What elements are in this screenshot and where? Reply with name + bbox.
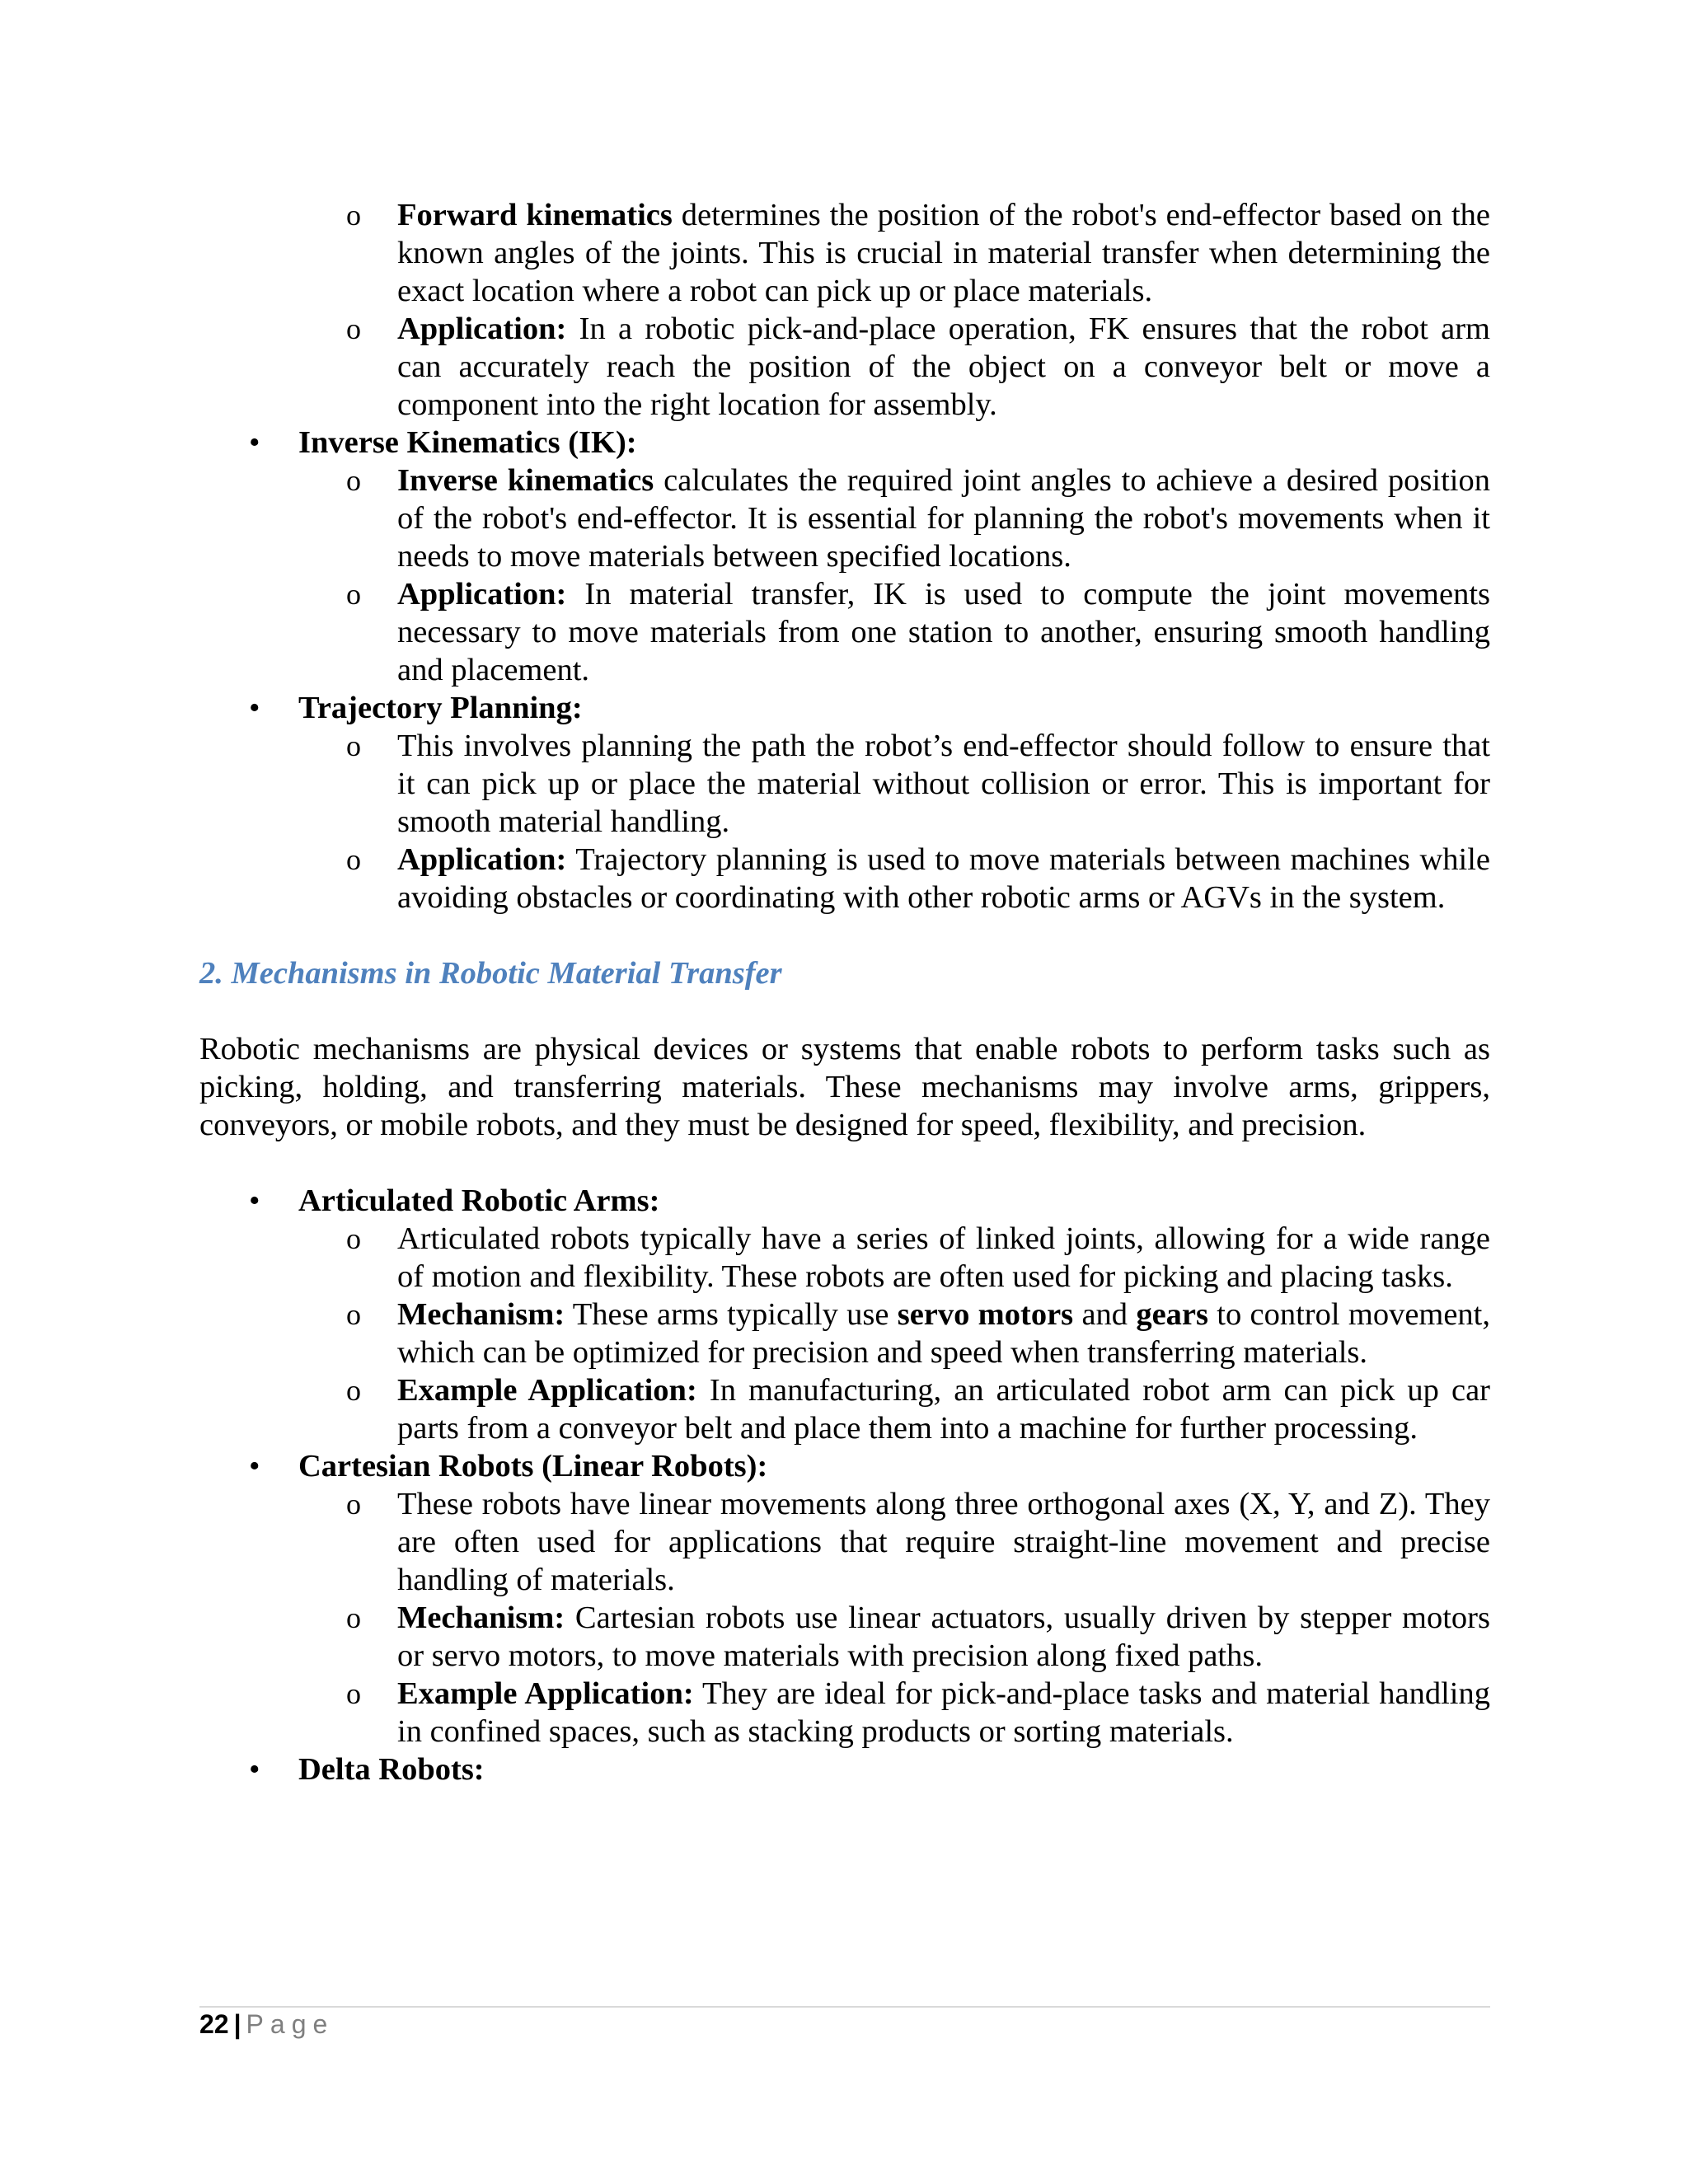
item-text: Cartesian robots use linear actuators, usually driven by stepper motors or servo motors, to move materials with precision along fixed paths.	[397, 1601, 1490, 1673]
item-text: calculates the required joint angles to achieve a desired position of the robot's end-effector. It is essential for planning the robot's movements when it needs to move materials between specified locations.	[397, 463, 1490, 574]
item-text: Articulated robots typically have a series of linked joints, allowing for a wide range of motion and flexibility. These robots are often used for picking and placing tasks.	[397, 1221, 1490, 1294]
term-example-application: Example Application:	[397, 1676, 694, 1711]
list-item-forward-kinematics	[199, 196, 1490, 310]
term-example-application: Example Application:	[397, 1373, 697, 1408]
list-item-cartesian-example	[199, 1675, 1490, 1750]
term-application: Application:	[397, 312, 567, 346]
term-application: Application:	[397, 842, 567, 877]
list-item-articulated-description	[199, 1220, 1490, 1296]
sub-bullet-marker: o	[346, 1677, 361, 1710]
list-item-trajectory-application	[199, 841, 1490, 916]
term-inverse-kinematics: Inverse kinematics	[397, 463, 654, 498]
list-item-trajectory-description	[199, 727, 1490, 841]
item-text: These robots have linear movements along three orthogonal axes (X, Y, and Z). They are often used for applications that require straight-line movement and precise handling of materials.	[397, 1487, 1490, 1597]
page-label: Page	[246, 2009, 335, 2039]
item-text: determines the position of the robot's end-effector based on the known angles of the joints. This is crucial in material transfer when determining the exact location where a robot can pick up or place materials.	[397, 198, 1490, 308]
sub-bullet-marker: o	[346, 578, 361, 611]
bullet-marker: •	[249, 1449, 260, 1483]
footer-separator: |	[233, 2009, 241, 2039]
item-text: This involves planning the path the robot’s end-effector should follow to ensure that it can pick up or place the material without collision or error. This is important for smooth material handling.	[397, 729, 1490, 839]
sub-bullet-marker: o	[346, 729, 361, 762]
sub-bullet-marker: o	[346, 1374, 361, 1407]
bullet-cartesian-robots	[199, 1447, 1490, 1485]
item-text: In material transfer, IK is used to compute the joint movements necessary to move materials from one station to another, ensuring smooth handling and placement.	[397, 577, 1490, 687]
page-footer	[199, 2008, 334, 2041]
term-mechanism: Mechanism:	[397, 1601, 565, 1635]
sub-bullet-marker: o	[346, 1601, 361, 1634]
item-text: In manufacturing, an articulated robot arm can pick up car parts from a conveyor belt and place them into a machine for further processing.	[397, 1373, 1490, 1446]
bullet-marker: •	[249, 1183, 260, 1218]
list-item-cartesian-mechanism	[199, 1599, 1490, 1675]
bullet-heading: Delta Robots:	[298, 1752, 485, 1787]
bullet-marker: •	[249, 1752, 260, 1787]
term-gears: gears	[1136, 1297, 1208, 1332]
item-text: They are ideal for pick-and-place tasks and material handling in confined spaces, such as stacking products or sorting materials.	[397, 1676, 1490, 1749]
list-item-inverse-kinematics	[199, 462, 1490, 575]
term-forward-kinematics: Forward kinematics	[397, 198, 673, 232]
bullet-articulated-arms	[199, 1182, 1490, 1220]
bullet-trajectory-planning	[199, 689, 1490, 727]
list-item-ik-application	[199, 575, 1490, 689]
item-text: Trajectory planning is used to move materials between machines while avoiding obstacles or coordinating with other robotic arms or AGVs in the system.	[397, 842, 1490, 915]
sub-bullet-marker: o	[346, 1222, 361, 1255]
sub-bullet-marker: o	[346, 199, 361, 232]
item-text: These arms typically use	[565, 1297, 898, 1332]
sub-bullet-marker: o	[346, 843, 361, 876]
bullet-marker: •	[249, 691, 260, 725]
item-text: to control movement, which can be optimized for precision and speed when transferring materials.	[397, 1297, 1491, 1370]
term-mechanism: Mechanism:	[397, 1297, 565, 1332]
bullet-heading: Inverse Kinematics (IK):	[298, 425, 637, 460]
sub-bullet-marker: o	[346, 464, 361, 497]
footer-divider	[199, 2006, 1490, 2008]
sub-bullet-marker: o	[346, 1298, 361, 1331]
item-text: In a robotic pick-and-place operation, FK ensures that the robot arm can accurately reach the position of the object on a conveyor belt or move a component into the right location for assembly.	[397, 312, 1490, 422]
item-text: and	[1073, 1297, 1137, 1332]
list-item-cartesian-description	[199, 1485, 1490, 1599]
bullet-marker: •	[249, 425, 260, 460]
section-heading: 2. Mechanisms in Robotic Material Transfer	[199, 956, 782, 991]
list-item-fk-application	[199, 310, 1490, 424]
term-application: Application:	[397, 577, 567, 612]
sub-bullet-marker: o	[346, 312, 361, 345]
bullet-heading: Articulated Robotic Arms:	[298, 1183, 660, 1218]
bullet-heading: Trajectory Planning:	[298, 691, 583, 725]
page-number: 22	[199, 2009, 229, 2039]
list-item-articulated-mechanism	[199, 1296, 1490, 1371]
bullet-delta-robots	[199, 1750, 1490, 1788]
list-item-articulated-example	[199, 1371, 1490, 1447]
section-paragraph: Robotic mechanisms are physical devices or systems that enable robots to perform tasks such as picking, holding, and transferring materials. These mechanisms may involve arms, grippers, conveyors, or mobile robots, and they must be designed for speed, flexibility, and precision.	[199, 1032, 1490, 1142]
term-servo-motors: servo motors	[897, 1297, 1074, 1332]
bullet-heading: Cartesian Robots (Linear Robots):	[298, 1449, 768, 1483]
bullet-inverse-kinematics	[199, 424, 1490, 462]
page-content	[199, 196, 1490, 1788]
sub-bullet-marker: o	[346, 1488, 361, 1521]
